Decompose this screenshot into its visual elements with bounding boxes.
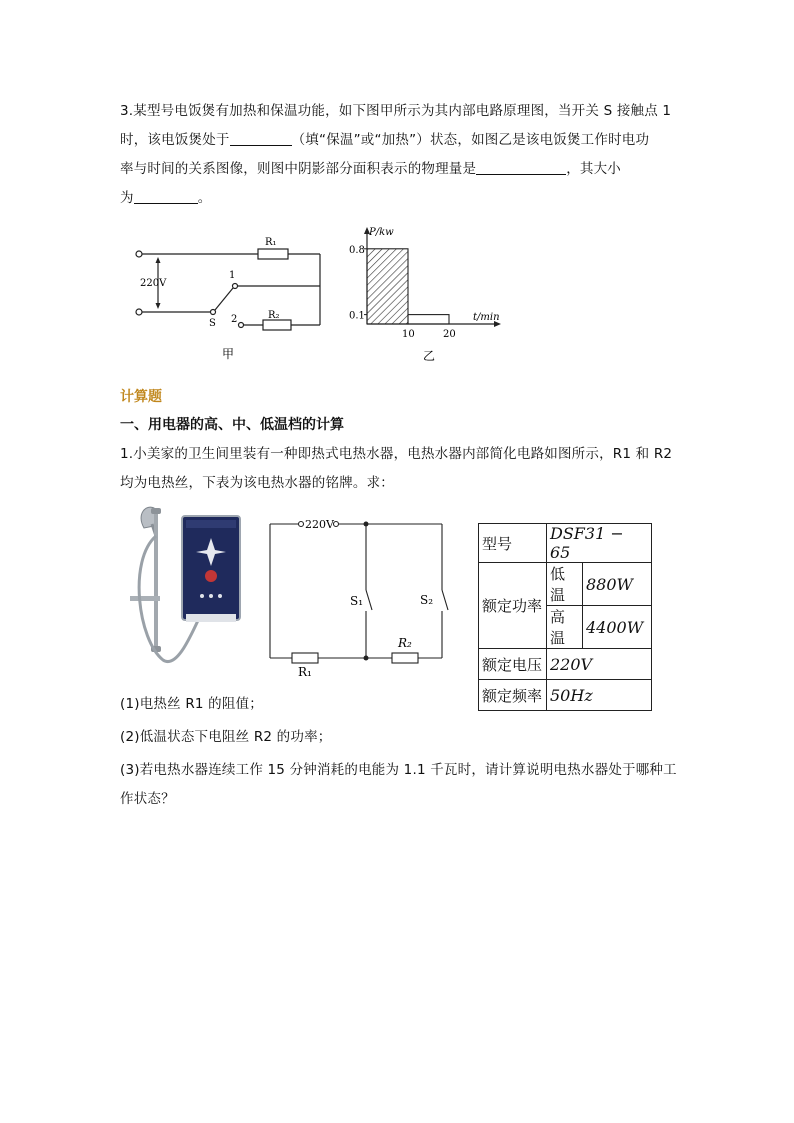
yi-y-axis-label: P/kw: [369, 227, 394, 238]
jia-voltage-label: 220V: [140, 278, 167, 289]
resistor-r2: [263, 320, 291, 330]
heater-voltage-label: 220V: [305, 518, 334, 531]
answer-blank-1[interactable]: [230, 131, 292, 146]
jia-contact-1: 1: [229, 270, 236, 281]
question-3: (3)若电热水器连续工作 15 分钟消耗的电能为 1.1 千瓦时，请计算说明电热水器处于哪种工: [120, 762, 677, 778]
q3-line-3-b: ，其大小: [566, 161, 622, 177]
resistor-r2-heater: [392, 653, 418, 663]
circuit-diagram-heater: [262, 512, 452, 682]
jia-caption: 甲: [222, 347, 235, 361]
section-subtitle: 一、用电器的高、中、低温档的计算: [120, 417, 344, 433]
q3-line-4-a: 为: [120, 190, 134, 206]
high-temp-label: 高温: [547, 606, 583, 649]
circuit-diagram-jia: [125, 230, 335, 365]
jia-r2-label: R₂: [268, 310, 280, 321]
low-power-step: [408, 315, 449, 324]
x-tick-label: 10: [402, 329, 415, 340]
q3-text: [120, 97, 690, 213]
terminal-top: [136, 251, 142, 257]
question-3-cont: 作状态？: [120, 791, 175, 807]
low-temp-label: 低温: [547, 563, 583, 606]
q3-line-2-a: 时，该电饭煲处于: [120, 132, 230, 148]
q3-line-3-a: 率与时间的关系图像，则图中阴影部分面积表示的物理量是: [120, 161, 477, 177]
terminal-bottom: [136, 309, 142, 315]
section-title: 计算题: [120, 389, 162, 405]
q1-line-1: 1.小美家的卫生间里装有一种即热式电热水器，电热水器内部简化电路如图所示，R1 和 R2: [120, 446, 673, 462]
r2-heater-label: R₂: [398, 636, 412, 650]
question-2: (2)低温状态下电阻丝 R2 的功率；: [120, 729, 332, 745]
q3-line-2: [120, 126, 690, 155]
rated-voltage-label: 额定电压: [479, 649, 547, 680]
rated-voltage-value: 220V: [547, 649, 652, 680]
question-1: (1)电热丝 R1 的阻值；: [120, 696, 263, 712]
heater-body: [182, 516, 240, 620]
low-temp-value: 880W: [583, 563, 652, 606]
y-tick-label: 0.8: [349, 244, 365, 256]
answer-blank-2[interactable]: [476, 160, 566, 175]
table-row: [479, 524, 652, 563]
switch-s1-blade: [366, 590, 372, 610]
y-tick-label: 0.1: [349, 310, 365, 322]
sub-questions: [120, 690, 690, 814]
q1-text: [120, 440, 690, 498]
yi-plot-area: [349, 245, 456, 340]
model-value: DSF31 − 65: [547, 524, 652, 563]
answer-blank-3[interactable]: [134, 189, 198, 204]
rated-frequency-value: 50Hz: [547, 680, 652, 711]
terminal-220v-left: [299, 522, 304, 527]
yi-x-axis-label: t/min: [473, 312, 500, 323]
switch-blade: [215, 288, 233, 310]
rated-frequency-label: 额定频率: [479, 680, 547, 711]
model-label: 型号: [479, 524, 547, 563]
table-row: [479, 649, 652, 680]
terminal-220v-right: [334, 522, 339, 527]
shaded-area-0-10: [367, 249, 408, 324]
s2-label: S₂: [420, 593, 434, 607]
high-temp-value: 4400W: [583, 606, 652, 649]
resistor-r1-heater: [292, 653, 318, 663]
water-heater-image: [118, 500, 248, 670]
q3-line-4-b: 。: [197, 190, 212, 206]
yi-caption: 乙: [423, 349, 436, 363]
jia-r1-label: R₁: [265, 237, 277, 248]
q3-line-1: 3.某型号电饭煲有加热和保温功能，如下图甲所示为其内部电路原理图，当开关 S 接触点 1: [120, 103, 672, 119]
r1-heater-label: R₁: [298, 665, 312, 679]
switch-s2-blade: [442, 590, 448, 610]
jia-switch-label: S: [209, 318, 216, 329]
s1-label: S₁: [350, 594, 364, 608]
q3-line-4: [120, 184, 690, 213]
q3-line-3: [120, 155, 690, 184]
resistor-r1: [258, 249, 288, 259]
rated-power-label: 额定功率: [479, 563, 547, 649]
power-time-graph-yi: [345, 222, 510, 364]
jia-contact-2: 2: [231, 314, 238, 325]
q3-line-2-b: （填“保温”或“加热”）状态，如图乙是该电饭煲工作时电功: [291, 132, 650, 148]
nameplate-table: [478, 523, 652, 711]
table-row: [479, 563, 652, 606]
x-tick-label: 20: [443, 329, 456, 340]
q1-line-2: 均为电热丝，下表为该电热水器的铭牌。求：: [120, 475, 394, 491]
